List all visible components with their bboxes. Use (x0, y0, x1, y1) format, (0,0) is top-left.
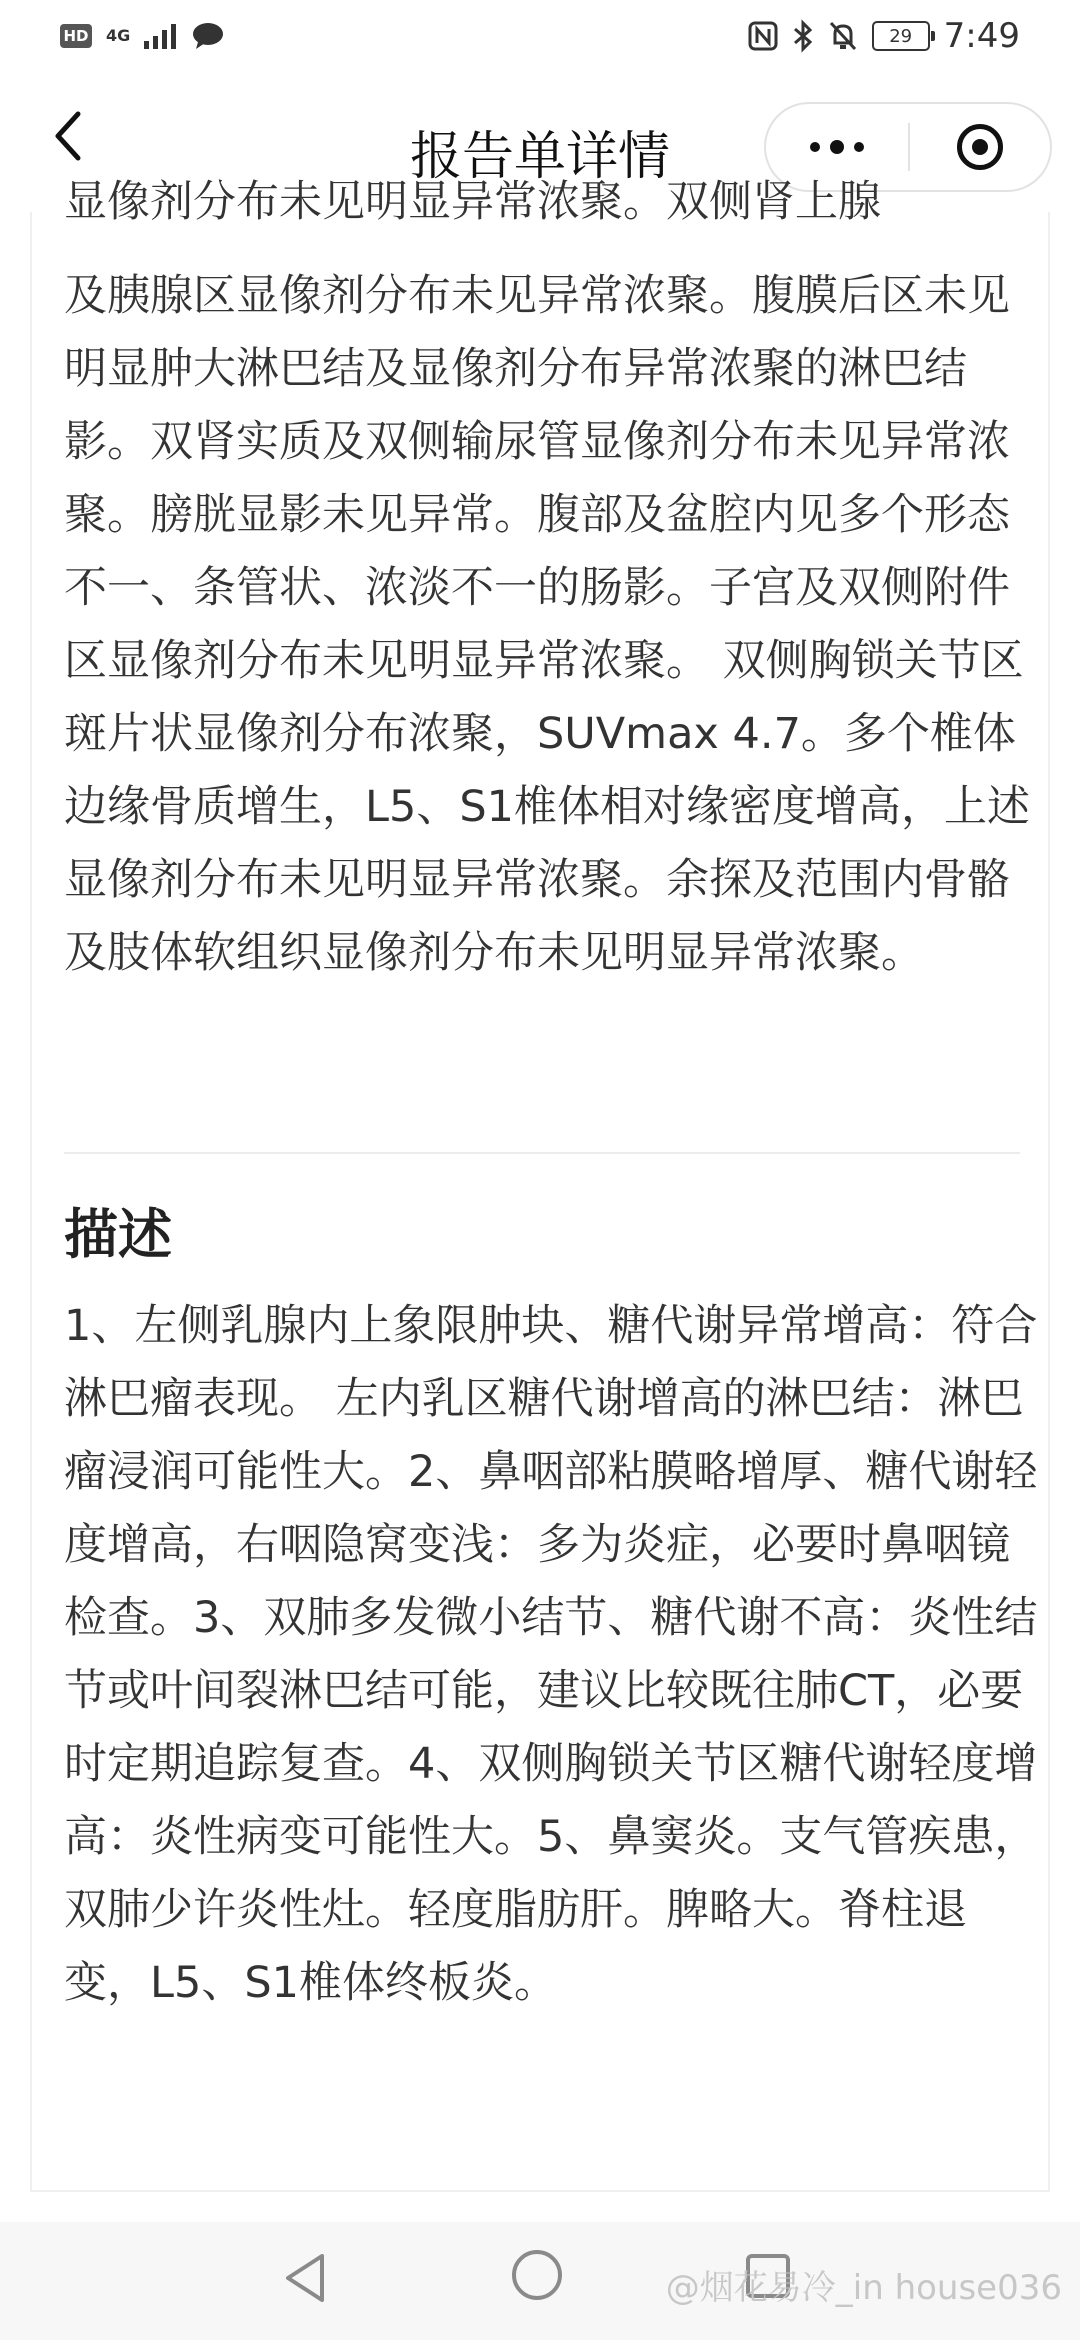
more-dot-icon (854, 142, 864, 152)
network-type: 4G (106, 26, 131, 45)
triangle-back-icon (280, 2250, 330, 2306)
page-title: 报告单详情 (409, 127, 670, 187)
clipped-text-line: 显像剂分布未见明显异常浓聚。双侧肾上腺 (64, 177, 881, 227)
clock: 7:49 (943, 16, 1020, 56)
target-icon (957, 124, 1003, 170)
status-right (748, 16, 1020, 56)
more-dot-icon (830, 140, 844, 154)
battery-level: 29 (889, 25, 913, 47)
signal-icon (144, 23, 178, 49)
bell-muted-icon (828, 20, 858, 52)
more-dot-icon (810, 142, 820, 152)
status-bar (0, 0, 1080, 72)
bluetooth-icon (792, 20, 814, 52)
watermark: @烟花易冷_in house036 (665, 2268, 1062, 2308)
status-left (60, 22, 224, 50)
findings-text: 及胰腺区显像剂分布未见异常浓聚。腹膜后区未见明显肿大淋巴结及显像剂分布异常浓聚的淋巴结影。双肾实质及双侧输尿管显像剂分布未见异常浓聚。膀胱显影未见异常。腹部及盆腔内见多个形态不一、条管状、浓淡不一的肠影。子宫及双侧附件区显像剂分布未见明显异常浓聚。 双侧胸锁关节区斑片状显像剂分布浓聚，SUVmax 4.7。多个椎体边缘骨质增生，L5、S1椎体相对缘密度增高，上述显像剂分布未见明显异常浓聚。余探及范围内骨骼及肢体软组织显像剂分布未见明显异常浓聚。 (64, 271, 1030, 978)
section-divider (64, 1152, 1020, 1154)
description-heading: 描述 (64, 1203, 172, 1266)
message-icon (192, 22, 224, 50)
system-back-button[interactable] (280, 2250, 330, 2310)
system-home-button[interactable] (512, 2250, 562, 2300)
system-navigation-bar (0, 2222, 1080, 2340)
report-content[interactable] (30, 177, 1050, 2192)
hd-badge: HD (60, 24, 92, 48)
description-text: 1、左侧乳腺内上象限肿块、糖代谢异常增高：符合淋巴瘤表现。 左内乳区糖代谢增高的淋巴结：淋巴瘤浸润可能性大。2、鼻咽部粘膜略增厚、糖代谢轻度增高，右咽隐窝变浅：多为炎症，必要时鼻咽镜检查。3、双肺多发微小结节、糖代谢不高：炎性结节或叶间裂淋巴结可能，建议比较既往肺CT，必要时定期追踪复查。4、双侧胸锁关节区糖代谢轻度增高：炎性病变可能性大。5、鼻窦炎。支气管疾患，双肺少许炎性灶。轻度脂肪肝。脾略大。脊柱退变，L5、S1椎体终板炎。 (64, 1301, 1038, 2008)
target-icon-center (972, 139, 988, 155)
battery-icon (872, 21, 930, 51)
nfc-icon (748, 21, 778, 51)
